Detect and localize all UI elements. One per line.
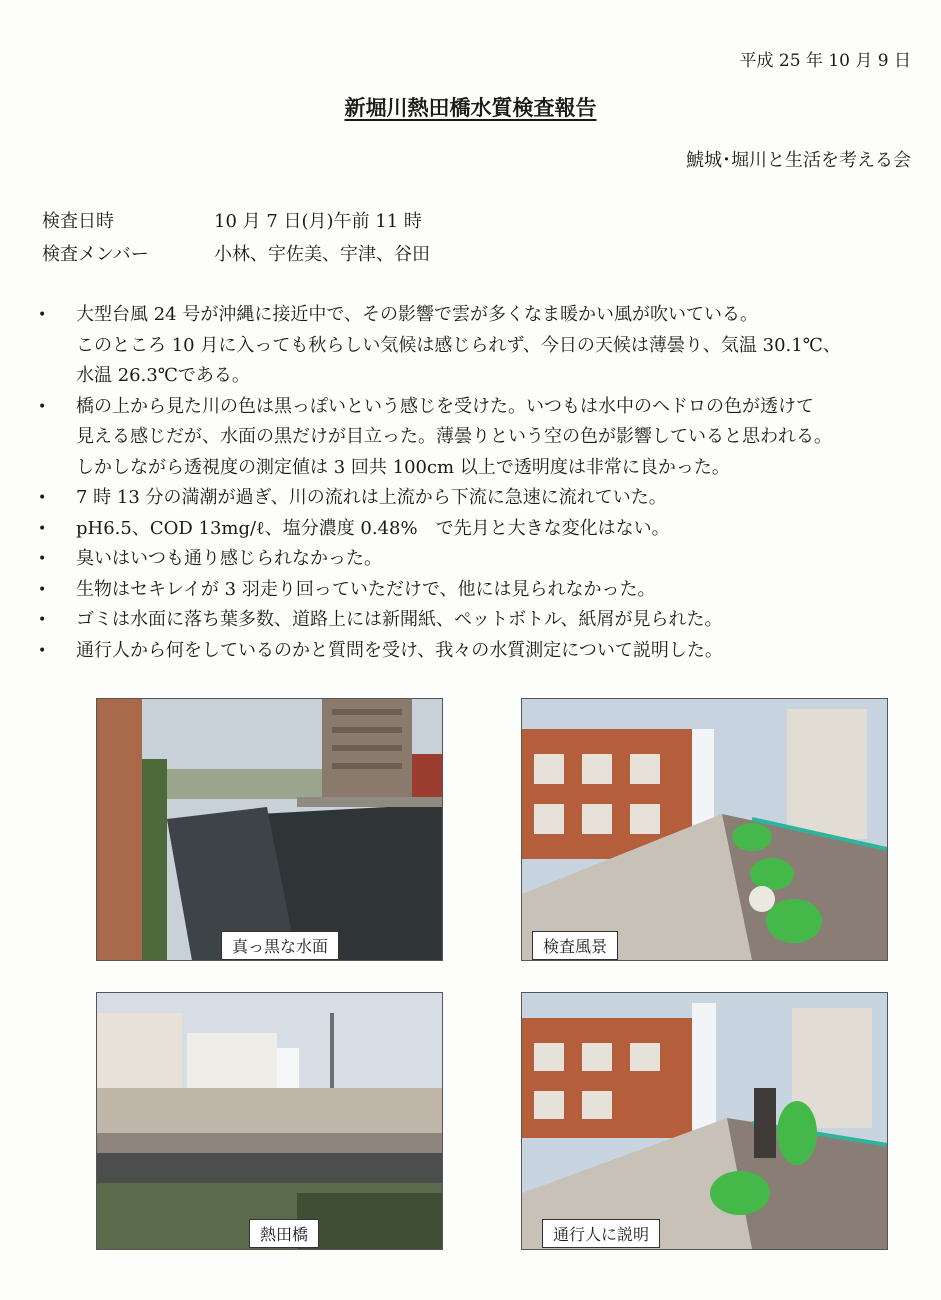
observation-item (38, 483, 928, 514)
observation-line: • 橋の上から見た川の色は黒っぽいという感じを受けた。いつもは水中のヘドロの色が透けて (76, 395, 814, 417)
observation-line: • 臭いはいつも通り感じられなかった。 (76, 548, 382, 569)
observation-line: • 生物はセキレイが 3 羽走り回っていただけで、他には見られなかった。 (76, 578, 656, 600)
explaining-scene-illustration (522, 993, 887, 1249)
observation-line: • 通行人から何をしているのかと質問を受け、我々の水質測定について説明した。 (76, 639, 723, 661)
river-scene-illustration (97, 699, 442, 960)
organization-name: 鯱城･堀川と生活を考える会 (686, 150, 911, 171)
inspection-datetime-label: 検査日時 (42, 211, 114, 232)
caption-black-water: 真っ黒な水面 (221, 931, 339, 960)
observation-line: • 7 時 13 分の満潮が過ぎ、川の流れは上流から下流に急速に流れていた。 (76, 487, 667, 508)
observation-line: 水温 26.3℃である。 (76, 365, 250, 386)
photo-atsuta-bridge (96, 992, 443, 1250)
report-date: 平成 25 年 10 月 9 日 (739, 51, 911, 71)
observation-item (38, 636, 928, 667)
photo-black-water (96, 698, 443, 961)
inspection-members-label: 検査メンバー (42, 244, 149, 265)
bridge-scene-illustration (97, 993, 442, 1249)
observation-line: しかしながら透視度の測定値は 3 回共 100cm 以上で透明度は非常に良かった。 (76, 456, 730, 478)
report-title (0, 92, 941, 122)
report-title-text: 新堀川熱田橋水質検査報告 (344, 95, 597, 120)
observation-item (38, 392, 928, 484)
inspection-datetime-value: 10 月 7 日(月)午前 11 時 (214, 211, 422, 232)
inspection-datetime-row (42, 207, 422, 233)
inspection-members-value: 小林、宇佐美、宇津、谷田 (214, 244, 430, 265)
observation-line: • ゴミは水面に落ち葉多数、道路上には新聞紙、ペットボトル、紙屑が見られた。 (76, 609, 723, 630)
photo-explaining-passerby (521, 992, 888, 1250)
inspection-scene-illustration (522, 699, 887, 960)
observation-line: • pH6.5、COD 13mg/ℓ、塩分濃度 0.48% で先月と大きな変化はない。 (76, 517, 670, 539)
observation-list (38, 300, 928, 666)
observation-item (38, 300, 928, 392)
caption-explaining-passerby: 通行人に説明 (542, 1219, 660, 1248)
photo-inspection-scene (521, 698, 888, 961)
observation-item (38, 514, 928, 545)
observation-line: • 大型台風 24 号が沖縄に接近中で、その影響で雲が多くなま暖かい風が吹いている。 (76, 304, 758, 325)
observation-line: 見える感じだが、水面の黒だけが目立った。薄曇りという空の色が影響していると思われる。 (76, 426, 832, 447)
observation-item (38, 575, 928, 606)
inspection-members-row (42, 240, 430, 266)
observation-item (38, 605, 928, 636)
observation-item (38, 544, 928, 575)
caption-atsuta-bridge: 熱田橋 (249, 1219, 319, 1248)
observation-line: このところ 10 月に入っても秋らしい気候は感じられず、今日の天候は薄曇り、気温 30.1℃、 (76, 334, 841, 356)
caption-inspection-scene: 検査風景 (532, 931, 618, 960)
